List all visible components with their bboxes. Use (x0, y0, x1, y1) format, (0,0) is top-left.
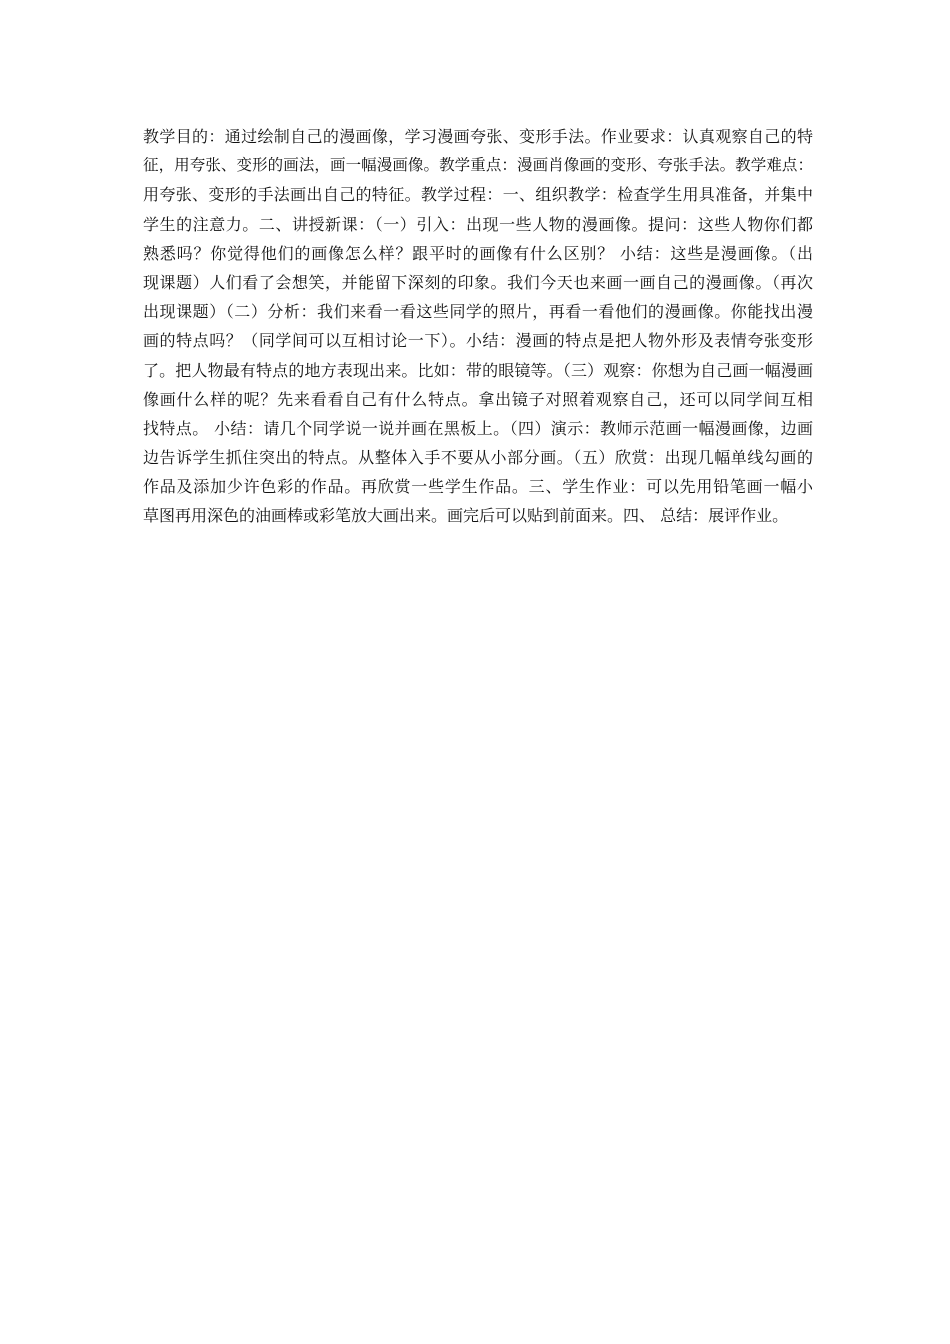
lesson-plan-text (143, 122, 813, 531)
text-line: 作品及添加少许色彩的作品。再欣赏一些学生作品。三、学生作业：可以先用铅笔画一幅小 (143, 477, 813, 497)
text-line: 出现课题）（二）分析：我们来看一看这些同学的照片，再看一看他们的漫画像。你能找出漫 (143, 302, 813, 322)
text-line: 了。把人物最有特点的地方表现出来。比如：带的眼镜等。（三）观察：你想为自己画一幅漫画 (143, 360, 813, 380)
text-line: 熟悉吗？你觉得他们的画像怎么样？跟平时的画像有什么区别？ 小结：这些是漫画像。（出 (143, 243, 813, 263)
text-line: 草图再用深色的油画棒或彩笔放大画出来。画完后可以贴到前面来。四、 总结：展评作业。 (143, 506, 789, 526)
text-line: 学生的注意力。二、讲授新课：（一）引入：出现一些人物的漫画像。提问：这些人物你们都 (143, 214, 813, 234)
text-line: 教学目的：通过绘制自己的漫画像，学习漫画夸张、变形手法。作业要求：认真观察自己的特 (143, 127, 813, 146)
text-line: 用夸张、变形的手法画出自己的特征。教学过程：一、组织教学：检查学生用具准备，并集中 (143, 185, 813, 205)
text-line: 边告诉学生抓住突出的特点。从整体入手不要从小部分画。（五）欣赏：出现几幅单线勾画的 (143, 448, 813, 468)
text-line: 现课题）人们看了会想笑，并能留下深刻的印象。我们今天也来画一画自己的漫画像。（再次 (143, 272, 813, 292)
text-line: 征，用夸张、变形的画法，画一幅漫画像。教学重点：漫画肖像画的变形、夸张手法。教学难点： (143, 156, 813, 175)
text-line: 找特点。 小结：请几个同学说一说并画在黑板上。（四）演示：教师示范画一幅漫画像，边画 (143, 418, 813, 438)
text-line: 画的特点吗？（同学间可以互相讨论一下）。小结：漫画的特点是把人物外形及表情夸张变形 (143, 331, 813, 351)
text-line: 像画什么样的呢？先来看看自己有什么特点。拿出镜子对照着观察自己，还可以同学间互相 (143, 389, 813, 409)
